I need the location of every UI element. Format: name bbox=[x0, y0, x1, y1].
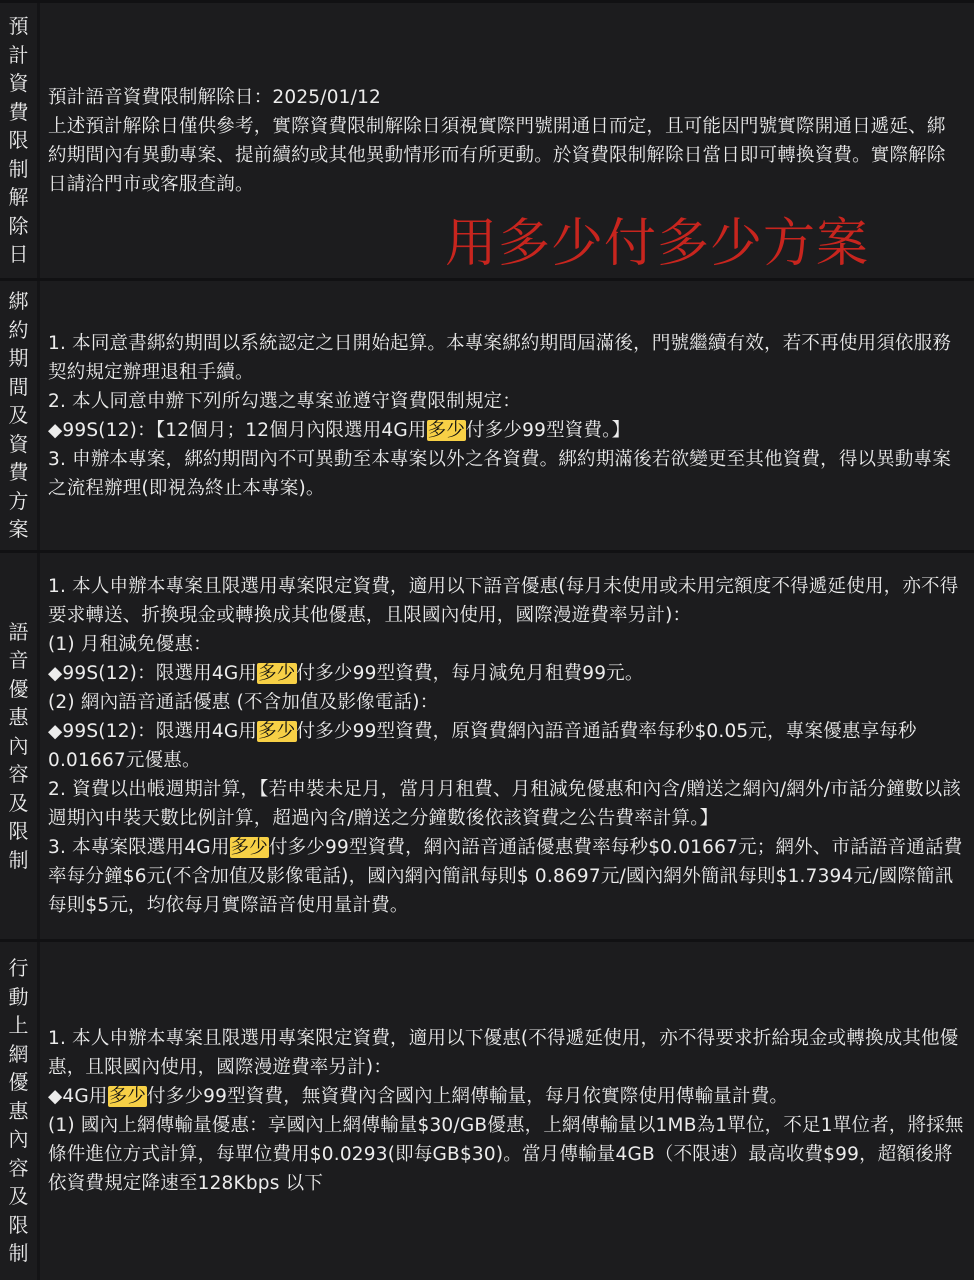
row-label-char: 預 bbox=[8, 14, 29, 39]
paragraph: 2. 本人同意申辦下列所勾選之專案並遵守資費限制規定： bbox=[48, 390, 521, 412]
row-label-voice-offer bbox=[0, 553, 40, 939]
row-label-char: 惠 bbox=[8, 1098, 29, 1123]
row-label-char: 及 bbox=[8, 790, 29, 815]
row-label-char: 內 bbox=[8, 1127, 29, 1152]
paragraph-text: ◆4G用 bbox=[48, 1086, 108, 1107]
paragraph: 3. 申辦本專案，綁約期間內不可異動至本專案以外之各資費。綁約期滿後若欲變更至其他資費，得以異動專案之流程辦理(即視為終止本專案)。 bbox=[48, 448, 952, 499]
highlighted-text: 多少 bbox=[427, 419, 466, 441]
highlighted-text: 多少 bbox=[230, 837, 268, 858]
row-label-char: 及 bbox=[8, 1184, 29, 1209]
row-label-char: 約 bbox=[8, 317, 29, 342]
row-label-char: 間 bbox=[8, 374, 29, 399]
paragraph-text: 付多少99型資費，原資費網內語音通話費率每秒$0.05元，專案優惠享每秒0.01667元優惠。 bbox=[48, 721, 917, 771]
row-label-char: 容 bbox=[8, 762, 29, 787]
paragraph-text: 付多少99型資費，無資費內含國內上網傳輸量，每月依實際使用傳輸量計費。 bbox=[147, 1086, 789, 1107]
overlay-plan-title: 用多少付多少方案 bbox=[445, 214, 870, 274]
paragraph: 1. 本人申辦本專案且限選用專案限定資費，適用以下語音優惠(每月未使用或未用完額度不得遞延使用，亦不得要求轉送、折換現金或轉換成其他優惠，且限國內使用，國際漫遊費率另計)： bbox=[48, 576, 959, 626]
paragraph: 上述預計解除日僅供參考，實際資費限制解除日須視實際門號開通日而定，且可能因門號實際開通日遞延、綁約期間內有異動專案、提前續約或其他異動情形而有所更動。於資費限制解除日當日即可轉換資費。實際解除日請洽門市或客服查詢。 bbox=[48, 115, 946, 195]
row-content-voice-offer bbox=[40, 553, 974, 939]
row-label-char: 限 bbox=[8, 819, 29, 844]
row-label-char: 計 bbox=[8, 42, 29, 67]
paragraph bbox=[48, 659, 964, 688]
row-label-mobile-data-offer bbox=[0, 942, 40, 1280]
highlighted-text: 多少 bbox=[108, 1086, 147, 1107]
row-label-char: 音 bbox=[8, 648, 29, 673]
row-label-char: 日 bbox=[8, 242, 29, 267]
row-label-char: 動 bbox=[8, 984, 29, 1009]
row-label-char: 制 bbox=[8, 847, 29, 872]
paragraph: (2) 網內語音通話優惠 (不含加值及影像電話)： bbox=[48, 692, 439, 713]
paragraph-text: ◆99S(12)：限選用4G用 bbox=[48, 663, 258, 684]
row-label-char: 除 bbox=[8, 213, 29, 238]
paragraph: 1. 本同意書綁約期間以系統認定之日開始起算。本專案綁約期間屆滿後，門號繼續有效，若不再使用須依服務契約規定辦理退租手續。 bbox=[48, 332, 952, 383]
paragraph bbox=[48, 1082, 964, 1111]
paragraph: 2. 資費以出帳週期計算，【若申裝未足月，當月月租費、月租減免優惠和內含/贈送之網內/網外/市話分鐘數以該週期內申裝天數比例計算，超過內含/贈送之分鐘數後依該資費之公告費率計算。】 bbox=[48, 779, 962, 829]
paragraph-text: ◆99S(12)：限選用4G用 bbox=[48, 721, 258, 742]
paragraph: 預計語音資費限制解除日：2025/01/12 bbox=[48, 86, 382, 108]
paragraph-text: 3. 本專案限選用4G用 bbox=[48, 837, 230, 858]
row-mobile-data-offer bbox=[0, 942, 974, 1280]
row-label-char: 期 bbox=[8, 346, 29, 371]
paragraph-text: 付多少99型資費，網內語音通話優惠費率每秒$0.01667元；網外、市話語音通話費率每分鐘$6元(不含加值及影像電話)，國內網內簡訊每則$ 0.8697元/國內網外簡訊每則$1.7394元/國際簡訊每則$5元，均依每月實際語音使用量計費。 bbox=[48, 837, 963, 916]
row-label-char: 費 bbox=[8, 99, 29, 124]
row-label-char: 容 bbox=[8, 1155, 29, 1180]
row-content-contract-plan bbox=[40, 281, 974, 550]
row-label-char: 網 bbox=[8, 1041, 29, 1066]
paragraph: 1. 本人申辦本專案且限選用專案限定資費，適用以下優惠(不得遞延使用，亦不得要求折給現金或轉換成其他優惠，且限國內使用，國際漫遊費率另計)： bbox=[48, 1028, 959, 1078]
paragraph-text: 付多少99型資費。】 bbox=[466, 419, 631, 441]
row-label-char: 資 bbox=[8, 431, 29, 456]
row-label-char: 制 bbox=[8, 1241, 29, 1266]
row-label-char: 上 bbox=[8, 1013, 29, 1038]
row-label-char: 語 bbox=[8, 619, 29, 644]
row-label-restriction-date bbox=[0, 3, 40, 278]
highlighted-text: 多少 bbox=[258, 721, 296, 742]
row-label-char: 綁 bbox=[8, 289, 29, 314]
row-label-char: 制 bbox=[8, 156, 29, 181]
paragraph-text: 付多少99型資費，每月減免月租費99元。 bbox=[296, 663, 644, 684]
row-label-contract-plan bbox=[0, 281, 40, 550]
row-label-char: 限 bbox=[8, 1212, 29, 1237]
paragraph bbox=[48, 717, 964, 775]
row-label-char: 案 bbox=[8, 517, 29, 542]
row-label-char: 方 bbox=[8, 488, 29, 513]
row-label-char: 費 bbox=[8, 460, 29, 485]
paragraph bbox=[48, 833, 964, 920]
row-label-char: 優 bbox=[8, 1070, 29, 1095]
row-label-char: 限 bbox=[8, 128, 29, 153]
row-label-char: 惠 bbox=[8, 705, 29, 730]
row-label-char: 資 bbox=[8, 71, 29, 96]
paragraph: (1) 國內上網傳輸量優惠：享國內上網傳輸量$30/GB優惠，上網傳輸量以1MB為1單位，不足1單位者，將採無條件進位方式計算，每單位費用$0.0293(即每GB$30)。當月傳輸量4GB（不限速）最高收費$99，超額後將依資費規定降速至128Kbps 以下 bbox=[48, 1115, 964, 1194]
row-label-char: 解 bbox=[8, 185, 29, 210]
row-label-char: 優 bbox=[8, 676, 29, 701]
row-label-char: 行 bbox=[8, 956, 29, 981]
row-label-char: 內 bbox=[8, 733, 29, 758]
paragraph-text: ◆99S(12)：【12個月；12個月內限選用4G用 bbox=[48, 419, 427, 441]
paragraph: (1) 月租減免優惠： bbox=[48, 634, 212, 655]
row-contract-plan bbox=[0, 281, 974, 550]
paragraph bbox=[48, 416, 964, 445]
row-content-mobile-data-offer bbox=[40, 942, 974, 1280]
row-label-char: 及 bbox=[8, 403, 29, 428]
row-voice-offer bbox=[0, 553, 974, 939]
highlighted-text: 多少 bbox=[258, 663, 296, 684]
